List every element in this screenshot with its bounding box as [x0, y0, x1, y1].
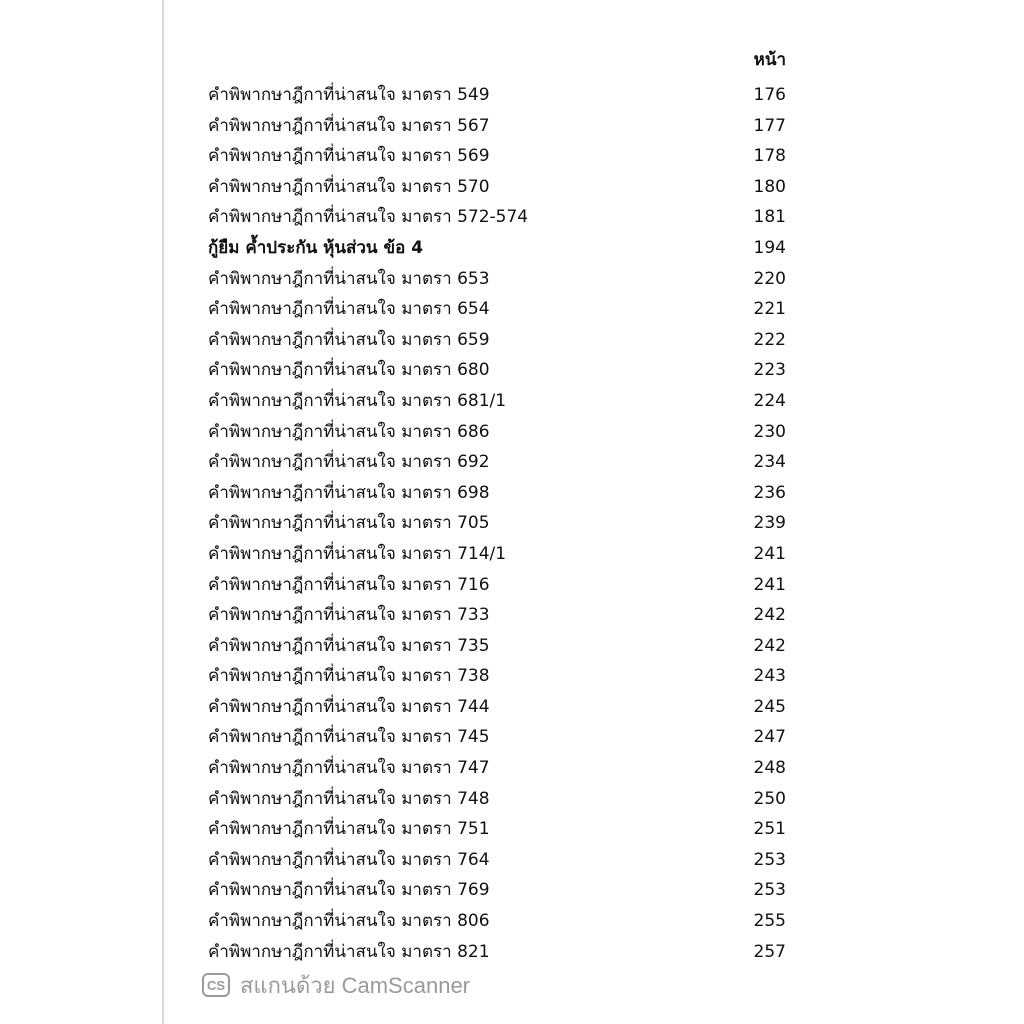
- toc-entry-page-number: 242: [753, 605, 786, 626]
- toc-entry-page-number: 255: [753, 911, 786, 932]
- toc-entry-title: คำพิพากษาฎีกาที่น่าสนใจ มาตรา 654: [208, 299, 490, 320]
- toc-entry: [208, 600, 788, 631]
- watermark-text: สแกนด้วย CamScanner: [240, 972, 471, 998]
- page-column-header: หน้า: [753, 50, 786, 70]
- toc-entry-title: คำพิพากษาฎีกาที่น่าสนใจ มาตรา 569: [208, 146, 490, 167]
- toc-entry-title: คำพิพากษาฎีกาที่น่าสนใจ มาตรา 744: [208, 696, 490, 717]
- toc-entry-page-number: 247: [753, 727, 786, 748]
- toc-entry: [208, 631, 788, 662]
- toc-entry-page-number: 177: [753, 115, 786, 136]
- toc-entry-page-number: 194: [753, 237, 786, 258]
- toc-entry-title: คำพิพากษาฎีกาที่น่าสนใจ มาตรา 748: [208, 788, 490, 809]
- toc-entry: [208, 784, 788, 815]
- toc-entry-title: คำพิพากษาฎีกาที่น่าสนใจ มาตรา 764: [208, 849, 490, 870]
- toc-entry-title: คำพิพากษาฎีกาที่น่าสนใจ มาตรา 751: [208, 819, 490, 840]
- toc-entry-title: คำพิพากษาฎีกาที่น่าสนใจ มาตรา 733: [208, 605, 490, 626]
- toc-entry: [208, 661, 788, 692]
- toc-entry-title: คำพิพากษาฎีกาที่น่าสนใจ มาตรา 549: [208, 85, 490, 105]
- toc-entry-title: คำพิพากษาฎีกาที่น่าสนใจ มาตรา 692: [208, 452, 490, 473]
- toc-entry-page-number: 241: [753, 543, 786, 564]
- toc-entry-page-number: 243: [753, 666, 786, 687]
- toc-entry: [208, 937, 788, 968]
- toc-entry-page-number: 222: [753, 329, 786, 350]
- toc-entry: [208, 355, 788, 386]
- toc-entry-page-number: 248: [753, 758, 786, 779]
- toc-entry-title: คำพิพากษาฎีกาที่น่าสนใจ มาตรา 745: [208, 727, 490, 748]
- toc-entry-page-number: 250: [753, 788, 786, 809]
- toc-entry: [208, 508, 788, 539]
- toc-entry-title: กู้ยืม ค้ำประกัน หุ้นส่วน ข้อ 4: [208, 237, 424, 258]
- toc-entry: [208, 172, 788, 203]
- toc-entry-page-number: 180: [753, 176, 786, 197]
- camscanner-logo-icon: CS: [202, 973, 230, 997]
- toc-entry-title: คำพิพากษาฎีกาที่น่าสนใจ มาตรา 738: [208, 666, 490, 687]
- toc-entry-title: คำพิพากษาฎีกาที่น่าสนใจ มาตรา 735: [208, 635, 490, 656]
- toc-entry: [208, 753, 788, 784]
- toc-entry-title: คำพิพากษาฎีกาที่น่าสนใจ มาตรา 714/1: [208, 543, 507, 564]
- toc-entry-page-number: 224: [753, 390, 786, 411]
- toc-entry: [208, 325, 788, 356]
- toc-entry-title: คำพิพากษาฎีกาที่น่าสนใจ มาตรา 681/1: [208, 390, 507, 411]
- toc-entry-title: คำพิพากษาฎีกาที่น่าสนใจ มาตรา 769: [208, 880, 490, 901]
- toc-entry: [208, 570, 788, 601]
- toc-entry-title: คำพิพากษาฎีกาที่น่าสนใจ มาตรา 680: [208, 360, 490, 381]
- toc-entry-title: คำพิพากษาฎีกาที่น่าสนใจ มาตรา 806: [208, 911, 490, 932]
- toc-entry-page-number: 253: [753, 849, 786, 870]
- toc-entry: [208, 692, 788, 723]
- toc-entry-page-number: 223: [753, 360, 786, 381]
- toc-entry: [208, 417, 788, 448]
- toc-entry: [208, 386, 788, 417]
- toc-entry-title: คำพิพากษาฎีกาที่น่าสนใจ มาตรา 572-574: [208, 207, 529, 228]
- toc-entry-page-number: 251: [753, 819, 786, 840]
- toc-entry-page-number: 176: [753, 85, 786, 105]
- toc-entry: [208, 814, 788, 845]
- toc-section-heading: [208, 233, 788, 264]
- toc-entry: [208, 141, 788, 172]
- toc-entry-title: คำพิพากษาฎีกาที่น่าสนใจ มาตรา 698: [208, 482, 490, 503]
- toc-entry-title: คำพิพากษาฎีกาที่น่าสนใจ มาตรา 716: [208, 574, 490, 595]
- toc-entry: [208, 875, 788, 906]
- toc-entry: [208, 539, 788, 570]
- toc-entry-page-number: 245: [753, 696, 786, 717]
- toc-entry: [208, 264, 788, 295]
- toc-entry-title: คำพิพากษาฎีกาที่น่าสนใจ มาตรา 821: [208, 941, 490, 962]
- toc-entry: [208, 722, 788, 753]
- toc-entry-title: คำพิพากษาฎีกาที่น่าสนใจ มาตรา 659: [208, 329, 490, 350]
- toc-entry: [208, 294, 788, 325]
- toc-entry-title: คำพิพากษาฎีกาที่น่าสนใจ มาตรา 653: [208, 268, 490, 289]
- toc-entry-page-number: 239: [753, 513, 786, 534]
- toc-entry-title: คำพิพากษาฎีกาที่น่าสนใจ มาตรา 747: [208, 758, 490, 779]
- toc-entry-page-number: 242: [753, 635, 786, 656]
- toc-entry-page-number: 181: [753, 207, 786, 228]
- toc-entry: [208, 111, 788, 142]
- page-edge: [162, 0, 164, 1024]
- toc-entry: [208, 447, 788, 478]
- toc-entry-page-number: 178: [753, 146, 786, 167]
- table-of-contents: [208, 80, 788, 967]
- toc-entry-page-number: 220: [753, 268, 786, 289]
- camscanner-watermark: [202, 968, 470, 1002]
- toc-entry-page-number: 241: [753, 574, 786, 595]
- toc-entry-title: คำพิพากษาฎีกาที่น่าสนใจ มาตรา 567: [208, 115, 490, 136]
- toc-entry: [208, 845, 788, 876]
- toc-entry: [208, 478, 788, 509]
- toc-entry-page-number: 234: [753, 452, 786, 473]
- toc-entry-title: คำพิพากษาฎีกาที่น่าสนใจ มาตรา 686: [208, 421, 490, 442]
- toc-entry-page-number: 253: [753, 880, 786, 901]
- toc-entry-page-number: 236: [753, 482, 786, 503]
- toc-entry-page-number: 230: [753, 421, 786, 442]
- toc-entry: [208, 202, 788, 233]
- toc-entry: [208, 80, 788, 111]
- toc-entry-title: คำพิพากษาฎีกาที่น่าสนใจ มาตรา 570: [208, 176, 490, 197]
- toc-entry-page-number: 221: [753, 299, 786, 320]
- toc-entry-title: คำพิพากษาฎีกาที่น่าสนใจ มาตรา 705: [208, 513, 490, 534]
- toc-entry: [208, 906, 788, 937]
- toc-entry-page-number: 257: [753, 941, 786, 962]
- page-margin: [0, 0, 162, 1024]
